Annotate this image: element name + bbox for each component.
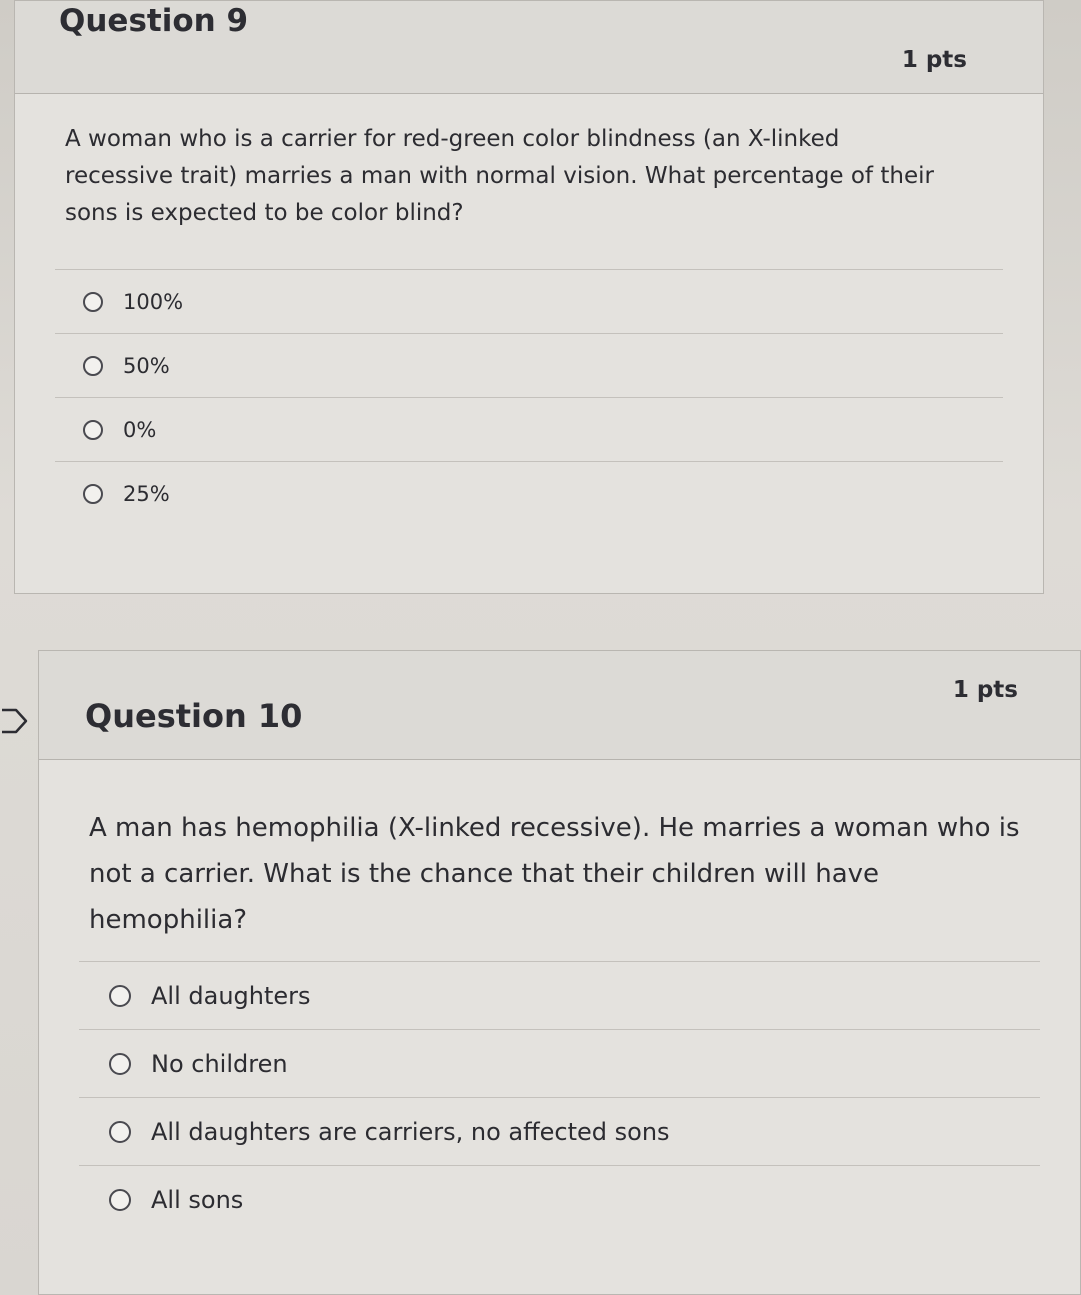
question-title: Question 10 [85,697,303,735]
radio-button-icon[interactable] [109,1189,131,1211]
question-card-10 [38,650,1081,1295]
answer-label[interactable]: All sons [151,1185,244,1214]
radio-button-icon[interactable] [83,420,103,440]
answer-label[interactable]: All daughters are carriers, no affected sons [151,1117,670,1146]
answer-option[interactable] [55,461,1003,525]
question-text: A man has hemophilia (X-linked recessive). He marries a woman who is not a carrier. What is the chance that their children will have hemophilia? [89,813,1020,935]
answer-option[interactable] [79,1165,1040,1233]
answer-option[interactable] [79,961,1040,1029]
answer-list [55,269,1003,525]
radio-button-icon[interactable] [109,1121,131,1143]
question-points: 1 pts [952,677,1018,703]
question-header [39,651,1080,760]
answer-label[interactable]: No children [151,1049,288,1078]
answer-option[interactable] [55,397,1003,461]
answer-option[interactable] [79,1029,1040,1097]
answer-label[interactable]: 25% [123,481,170,506]
radio-button-icon[interactable] [109,1053,131,1075]
radio-button-icon[interactable] [83,292,103,312]
answer-label[interactable]: All daughters [151,981,311,1010]
radio-button-icon[interactable] [83,356,103,376]
flag-outline-icon[interactable] [0,706,30,736]
answer-option[interactable] [55,333,1003,397]
question-title: Question 9 [59,3,249,39]
answer-label[interactable]: 50% [123,353,170,378]
answer-option[interactable] [79,1097,1040,1165]
answer-label[interactable]: 100% [123,289,184,314]
answer-label[interactable]: 0% [123,417,157,442]
question-text: A woman who is a carrier for red-green color blindness (an X-linked recessive trait) marries a man with normal vision. What percentage of their sons is expected to be color blind? [65,126,934,226]
question-points: 1 pts [901,47,967,73]
question-header [15,1,1043,94]
radio-button-icon[interactable] [83,484,103,504]
question-card-9 [14,0,1044,594]
radio-button-icon[interactable] [109,985,131,1007]
answer-list [79,961,1040,1233]
answer-option[interactable] [55,269,1003,333]
